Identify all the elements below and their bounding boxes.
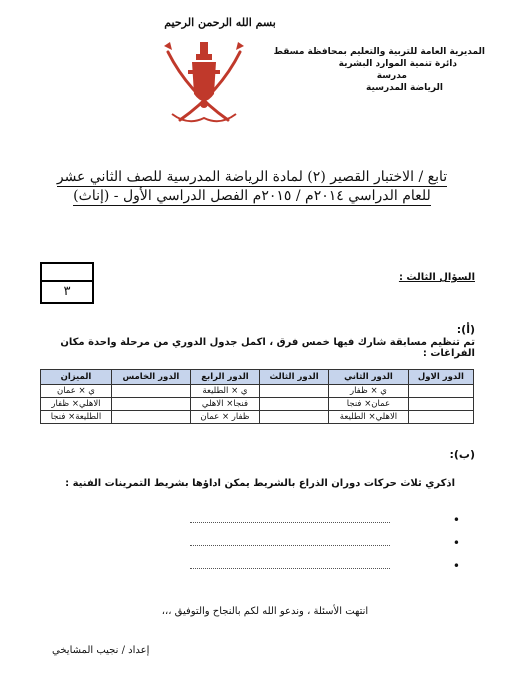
basmala: بسم الله الرحمن الرحيم [164, 16, 276, 29]
table-header-cell: الدور الثالث [260, 370, 329, 385]
table-cell[interactable] [111, 398, 190, 411]
part-a-instructions: تم تنظيم مسابقة شارك فيها خمس فرق ، اكمل جدول الدوري من مرحلة واحدة مكان الفراغات : [60, 337, 475, 359]
dotted-answer-line[interactable] [190, 522, 390, 523]
score-value: ٣ [63, 284, 71, 299]
table-row [41, 385, 474, 398]
exam-title-line1: تابع / الاختبار القصير (٢) لمادة الرياضة المدرسية للصف الثاني عشر [56, 169, 448, 185]
dotted-answer-line[interactable] [190, 568, 390, 569]
table-cell: الاهلي× ظفار [41, 398, 112, 411]
bullet-icon: • [452, 513, 460, 527]
table-row [41, 411, 474, 424]
table-cell[interactable] [408, 398, 473, 411]
table-row [41, 398, 474, 411]
table-header-cell: الدور الرابع [190, 370, 259, 385]
question-title: السؤال الثالث : [398, 272, 475, 283]
header-line: مدرسة [376, 71, 407, 81]
table-cell[interactable] [260, 398, 329, 411]
bullet-icon: • [452, 559, 460, 573]
header-line: الرياضة المدرسية [366, 83, 443, 93]
table-cell[interactable] [408, 411, 473, 424]
table-header-cell: الدور الثاني [329, 370, 409, 385]
score-box-blank [42, 264, 92, 282]
table-cell: ي × عمان [41, 385, 112, 398]
author-credit: إعداد / نجيب المشايخي [52, 645, 150, 656]
table-header-cell: الدور الاول [408, 370, 473, 385]
table-cell: ي × ظفار [329, 385, 409, 398]
table-cell[interactable] [260, 411, 329, 424]
table-cell[interactable] [260, 385, 329, 398]
part-b-instructions: اذكري ثلاث حركات دوران الذراع بالشريط يمكن اداؤها بشريط التمرينات الفنية : [65, 478, 455, 489]
table-cell: الطليعة× فنجا [41, 411, 112, 424]
table-cell[interactable] [111, 411, 190, 424]
oman-emblem-icon [158, 32, 250, 130]
bullet-icon: • [452, 536, 460, 550]
exam-title [42, 168, 462, 206]
table-cell[interactable] [111, 385, 190, 398]
table-header-cell: الدور الخامس [111, 370, 190, 385]
header-line: دائرة تنمية الموارد البشرية [338, 59, 457, 69]
table-cell: الاهلي× الطليعة [329, 411, 409, 424]
closing-note: انتهت الأسئلة ، وندعو الله لكم بالنجاح والتوفيق ،،، [161, 606, 369, 617]
part-a-label: (أ): [456, 323, 475, 336]
table-cell: ي × الطليعة [190, 385, 259, 398]
answer-line[interactable] [170, 537, 460, 549]
table-cell: فنجا× الاهلي [190, 398, 259, 411]
table-cell[interactable] [408, 385, 473, 398]
exam-title-line2: للعام الدراسي ٢٠١٤م / ٢٠١٥م الفصل الدراسي الأول - (إناث) [73, 188, 431, 204]
table-cell: عمان× فنجا [329, 398, 409, 411]
answer-line[interactable] [170, 560, 460, 572]
header-line: المديرية العامة للتربية والتعليم بمحافظة مسقط [273, 47, 485, 57]
part-b-label: (ب): [449, 448, 475, 461]
ministry-header [255, 46, 485, 94]
table-header-cell: الميزان [41, 370, 112, 385]
table-header-row [41, 370, 474, 385]
league-table [40, 369, 474, 424]
answer-line[interactable] [170, 514, 460, 526]
table-cell: ظفار × عمان [190, 411, 259, 424]
dotted-answer-line[interactable] [190, 545, 390, 546]
score-box [40, 262, 94, 304]
